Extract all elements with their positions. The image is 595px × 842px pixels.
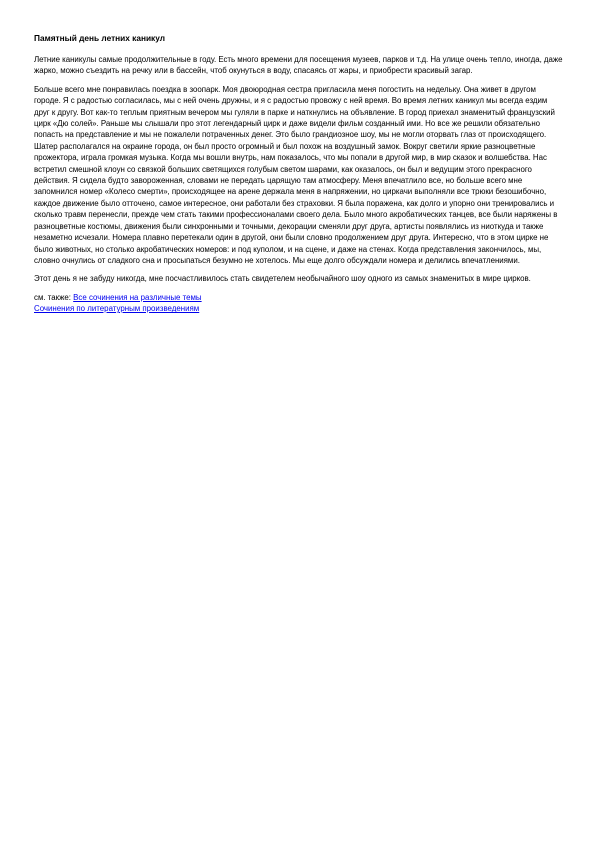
see-also-block — [34, 292, 564, 315]
document-title: Памятный день летних каникул — [34, 33, 165, 43]
paragraph-intro: Летние каникулы самые продолжительные в году. Есть много времени для посещения музеев, парков и т.д. На улице очень тепло, иногда, даже жарко, можно съездить на речку или в бассейн, чтоб окунуться в воду, спасаясь от жары, и приобрести красивый загар. — [34, 55, 563, 76]
literature-essays-line — [34, 303, 564, 314]
literature-essays-link[interactable]: Сочинения по литературным произведениям — [34, 304, 200, 314]
all-essays-link[interactable]: Все сочинения на различные темы — [73, 292, 202, 302]
document-page — [34, 33, 564, 315]
paragraph-conclusion: Этот день я не забуду никогда, мне посчастливилось стать свидетелем необычайного шоу одного из самых знаменитых в мире цирков. — [34, 274, 531, 284]
see-also-label: см. также: — [34, 292, 74, 302]
see-also-line — [34, 292, 564, 303]
paragraph-circus-story: Больше всего мне понравилась поездка в зоопарк. Моя двоюродная сестра пригласила меня погостить на недельку. Она живет в другом городе. Я с радостью согласилась, мы с ней очень дружны, и я с радостью провожу с ней время. Во время летних каникул мы всегда ездим друг к другу. Вот как-то теплым приятным вечером мы гуляли в парке и наткнулись на объявление. В город приехал знаменитый французский цирк «Дю солей». Раньше мы слышали про этот легендарный цирк и даже видели фильм созданный ими. Но все же решили обязательно попасть на представление и мы не пожалели потраченных денег. Это было грандиозное шоу, мы не могли оторвать глаз от происходящего. Шатер располагался на окраине города, он был просто огромный и был похож на воздушный замок. Вокруг светили яркие разноцветные прожектора, играла громкая музыка. Когда мы вошли внутрь, нам показалось, что мы попали в другой мир, в мир сказок и волшебства. Нас встретил смешной клоун со связкой больших светящихся голубым светом шарами, как оказалось, он был и ведущим этого прекрасного действия. Я сидела будто завороженная, словами не передать царящую там атмосферу. Меня впечатлило все, но больше всего мне запомнился номер «Колесо смерти», происходящее на арене держала меня в напряжении, но циркачи выполняли все трюки безошибочно, каждое движение было отточено, самое интересное, они работали без страховки. Я была поражена, как долго и упорно они тренировались и сколько травм перенесли, прежде чем стать такими профессионалами своего дела. Было много акробатических танцев, все были наряжены в разноцветные костюмы, движения были синхронными и точными, декорации сменяли друг друга, артисты появлялись из ниоткуда и также незаметно исчезали. Номера плавно перетекали один в другой, они были словно продолжением друг друга. Интересно, что в этом цирке не было животных, но столько акробатических номеров: и под куполом, и на сцене, и даже на стенах. Когда представления закончилось, мы, словно очнулись от сладкого сна и просыпаться безумно не хотелось. Мы еще долго обсуждали номера и делились впечатлениями. — [34, 84, 558, 265]
